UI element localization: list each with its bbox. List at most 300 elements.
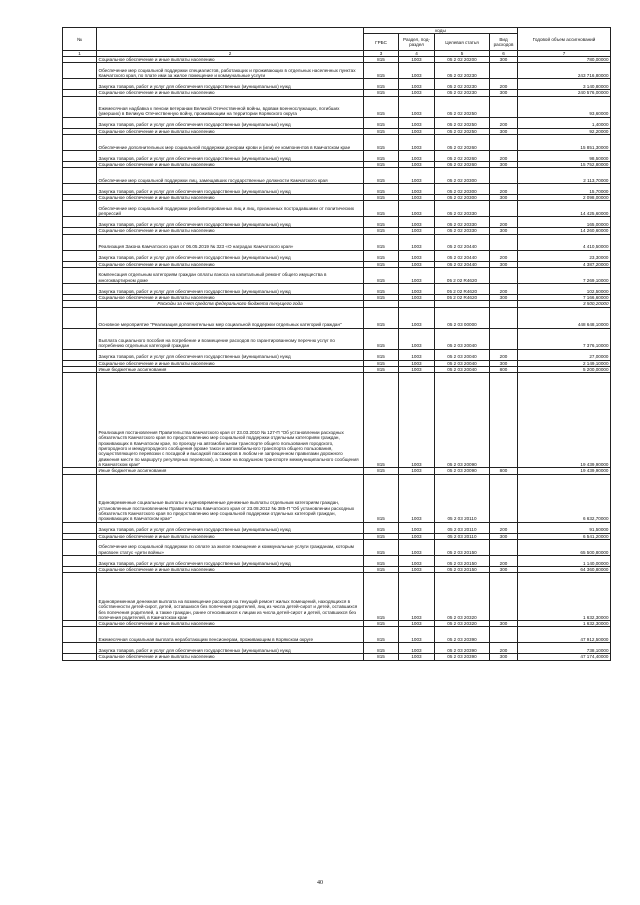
row-grbs: 815 (364, 621, 399, 627)
row-expense-type (490, 134, 518, 150)
row-name: Обеспечение мер социальной поддержки по оплате за жилое помещение и коммунальные услуги гражданам, которым присвоен статус «дети войны» (97, 539, 364, 555)
table-row (63, 184, 611, 195)
row-grbs: 815 (364, 366, 399, 372)
row-name: Социальное обеспечение и иные выплаты населению (97, 533, 364, 539)
row-num (63, 349, 97, 360)
row-target: 05 2 02 20250 (435, 128, 490, 134)
row-amount: 243 716,80000 (518, 63, 611, 79)
row-grbs: 815 (364, 128, 399, 134)
row-grbs: 815 (364, 654, 399, 660)
row-target: 05 2 02 20230 (435, 79, 490, 90)
row-expense-type: 300 (490, 261, 518, 267)
table-row (63, 63, 611, 79)
row-target: 05 2 03 00000 (435, 307, 490, 328)
header-name (97, 28, 364, 51)
row-name: Социальное обеспечение и иные выплаты населению (97, 128, 364, 134)
table-row (63, 539, 611, 555)
row-num (63, 63, 97, 79)
row-target: 05 2 02 20300 (435, 168, 490, 184)
header-index-2: 2 (97, 51, 364, 57)
row-num (63, 201, 97, 217)
row-expense-type: 200 (490, 217, 518, 228)
row-amount: 780,00000 (518, 57, 611, 63)
row-amount: 738,10000 (518, 643, 611, 654)
row-num (63, 573, 97, 621)
row-target: 05 2 02 20200 (435, 57, 490, 63)
row-target: 05 2 03 20320 (435, 573, 490, 621)
row-expense-type: 200 (490, 250, 518, 261)
row-grbs: 815 (364, 184, 399, 195)
row-name: Социальное обеспечение и иные выплаты населению (97, 161, 364, 167)
row-name: Закупка товаров, работ и услуг для обеспечения государственных (муниципальных) нужд (97, 555, 364, 566)
table-row (63, 79, 611, 90)
header-index-3: 3 (364, 51, 399, 57)
row-expense-type: 200 (490, 117, 518, 128)
row-razdel: 1003 (399, 474, 435, 522)
row-target: 05 2 02 20260 (435, 134, 490, 150)
row-razdel: 1003 (399, 184, 435, 195)
row-razdel: 1003 (399, 168, 435, 184)
row-razdel: 1003 (399, 373, 435, 468)
row-num (63, 307, 97, 328)
row-razdel: 1003 (399, 250, 435, 261)
row-name: Социальное обеспечение и иные выплаты населению (97, 566, 364, 572)
row-expense-type: 200 (490, 643, 518, 654)
row-grbs: 815 (364, 268, 399, 284)
row-target: 05 2 02 20260 (435, 150, 490, 161)
row-num (63, 96, 97, 117)
row-name: Социальное обеспечение и иные выплаты населению (97, 360, 364, 366)
row-razdel: 1003 (399, 566, 435, 572)
row-razdel: 1003 (399, 654, 435, 660)
row-razdel: 1003 (399, 79, 435, 90)
row-name: Ежемесячная надбавка к пенсии ветеранам Великой Отечественной войны, вдовам военнослужащих, погибших (умерших) в Великую Отечественную войну, проживающим на территории Корякского округа (97, 96, 364, 117)
table-row (63, 284, 611, 295)
table-row (63, 349, 611, 360)
row-grbs: 815 (364, 555, 399, 566)
row-num (63, 184, 97, 195)
row-target: 05 2 03 20150 (435, 555, 490, 566)
table-row (63, 474, 611, 522)
row-amount: 47 174,40000 (518, 654, 611, 660)
row-num (63, 234, 97, 250)
row-expense-type (490, 268, 518, 284)
row-razdel: 1003 (399, 621, 435, 627)
row-grbs: 815 (364, 373, 399, 468)
row-name: Расходы за счет средств федерального бюджета текущего года (97, 301, 364, 307)
row-target: 05 2 03 20040 (435, 328, 490, 349)
row-amount: 19 439,90000 (518, 468, 611, 474)
row-name: Иные бюджетные ассигнования (97, 468, 364, 474)
table-row (63, 234, 611, 250)
row-expense-type (490, 96, 518, 117)
row-target: 05 2 02 20330 (435, 228, 490, 234)
row-grbs: 815 (364, 228, 399, 234)
row-name: Закупка товаров, работ и услуг для обеспечения государственных (муниципальных) нужд (97, 643, 364, 654)
row-amount: 1 632,30000 (518, 573, 611, 621)
row-grbs: 815 (364, 150, 399, 161)
row-amount: 14 260,60000 (518, 228, 611, 234)
row-target: 05 2 02 20250 (435, 117, 490, 128)
row-num (63, 79, 97, 90)
row-amount: 5 200,00000 (518, 366, 611, 372)
row-name: Закупка товаров, работ и услуг для обеспечения государственных (муниципальных) нужд (97, 522, 364, 533)
row-amount: 1 632,30000 (518, 621, 611, 627)
row-target: 05 2 02 20230 (435, 63, 490, 79)
row-target: 05 2 02 20440 (435, 261, 490, 267)
row-name: Социальное обеспечение и иные выплаты населению (97, 261, 364, 267)
row-expense-type (490, 474, 518, 522)
header-num: № (63, 28, 97, 51)
row-expense-type: 200 (490, 79, 518, 90)
row-amount: 102,50000 (518, 284, 611, 295)
row-expense-type: 200 (490, 284, 518, 295)
page-number: 40 (317, 880, 323, 886)
row-name: Компенсация отдельным категориям граждан оплаты взноса на капитальный ремонт общего имущества в многоквартирном доме (97, 268, 364, 284)
row-razdel: 1003 (399, 150, 435, 161)
row-amount: 2 149,10000 (518, 360, 611, 366)
table-row (63, 96, 611, 117)
row-target: 05 2 02 R4620 (435, 268, 490, 284)
row-amount: 27,00000 (518, 349, 611, 360)
row-name: Основное мероприятие "Реализация дополнительных мер социальной поддержки отдельных категорий граждан" (97, 307, 364, 328)
row-target: 05 2 03 20150 (435, 566, 490, 572)
row-expense-type (490, 63, 518, 79)
row-target: 05 2 03 20040 (435, 349, 490, 360)
row-name: Закупка товаров, работ и услуг для обеспечения государственных (муниципальных) нужд (97, 184, 364, 195)
row-expense-type: 800 (490, 366, 518, 372)
row-amount: 98,50000 (518, 150, 611, 161)
row-grbs: 815 (364, 643, 399, 654)
row-amount: 91,50000 (518, 522, 611, 533)
table-row (63, 555, 611, 566)
row-name: Закупка товаров, работ и услуг для обеспечения государственных (муниципальных) нужд (97, 250, 364, 261)
row-razdel: 1003 (399, 90, 435, 96)
row-razdel: 1003 (399, 360, 435, 366)
row-num (63, 627, 97, 643)
row-expense-type (490, 328, 518, 349)
row-name: Выплата социального пособия на погребение и возмещение расходов по гарантированному перечню услуг по погребению отдельных категорий граждан (97, 328, 364, 349)
row-name: Обеспечение дополнительных мер социальной поддержки донорам крови и (или) ее компонентов в Камчатском крае (97, 134, 364, 150)
row-target: 05 2 03 20110 (435, 533, 490, 539)
row-amount: 92,20000 (518, 128, 611, 134)
row-name: Иные бюджетные ассигнования (97, 366, 364, 372)
row-razdel: 1003 (399, 284, 435, 295)
row-name: Реализация Закона Камчатского края от 06.05.2019 № 323 «О наградах Камчатского края» (97, 234, 364, 250)
row-grbs: 815 (364, 360, 399, 366)
row-name: Закупка товаров, работ и услуг для обеспечения государственных (муниципальных) нужд (97, 349, 364, 360)
row-num (63, 328, 97, 349)
row-name: Закупка товаров, работ и услуг для обеспечения государственных (муниципальных) нужд (97, 150, 364, 161)
row-grbs: 815 (364, 307, 399, 328)
row-razdel: 1003 (399, 228, 435, 234)
row-name: Закупка товаров, работ и услуг для обеспечения государственных (муниципальных) нужд (97, 117, 364, 128)
row-razdel: 1003 (399, 307, 435, 328)
row-expense-type: 300 (490, 57, 518, 63)
row-amount: 15 851,30000 (518, 134, 611, 150)
row-num (63, 474, 97, 522)
row-target: 05 2 03 20150 (435, 539, 490, 555)
row-razdel: 1003 (399, 217, 435, 228)
row-razdel: 1003 (399, 57, 435, 63)
row-expense-type: 300 (490, 295, 518, 301)
row-target: 05 2 03 20320 (435, 621, 490, 627)
row-grbs: 815 (364, 234, 399, 250)
row-razdel: 1003 (399, 573, 435, 621)
row-name: Социальное обеспечение и иные выплаты населению (97, 57, 364, 63)
row-grbs: 815 (364, 328, 399, 349)
row-grbs: 815 (364, 250, 399, 261)
row-razdel: 1003 (399, 234, 435, 250)
header-index-5: 5 (435, 51, 490, 57)
row-razdel: 1003 (399, 522, 435, 533)
row-grbs: 815 (364, 539, 399, 555)
row-name: Социальное обеспечение и иные выплаты населению (97, 295, 364, 301)
row-num (63, 284, 97, 295)
row-name: Обеспечение мер социальной поддержки специалистов, работающих и проживающих в отдельных населенных пунктах Камчатского края, по плате ими за жилое помещение и коммунальные услуги (97, 63, 364, 79)
row-amount: 4 410,50000 (518, 234, 611, 250)
row-expense-type (490, 573, 518, 621)
table-row (63, 134, 611, 150)
row-name: Социальное обеспечение и иные выплаты населению (97, 195, 364, 201)
table-row (63, 268, 611, 284)
row-expense-type (490, 539, 518, 555)
row-amount: 23,30000 (518, 250, 611, 261)
row-expense-type: 300 (490, 161, 518, 167)
row-target: 05 2 02 20330 (435, 217, 490, 228)
header-index-4: 4 (399, 51, 435, 57)
header-razdel: Раздел, под-раздел (399, 34, 435, 51)
row-razdel: 1003 (399, 268, 435, 284)
row-amount: 240 576,00000 (518, 90, 611, 96)
row-amount: 2 113,70000 (518, 168, 611, 184)
row-amount: 64 360,80000 (518, 566, 611, 572)
row-expense-type: 200 (490, 522, 518, 533)
row-razdel: 1003 (399, 134, 435, 150)
row-amount: 14 425,60000 (518, 201, 611, 217)
header-index-7: 7 (518, 51, 611, 57)
row-num (63, 555, 97, 566)
header-index-6: 6 (490, 51, 518, 57)
row-amount: 7 269,10000 (518, 268, 611, 284)
row-expense-type: 300 (490, 654, 518, 660)
row-grbs: 815 (364, 261, 399, 267)
row-amount: 4 387,20000 (518, 261, 611, 267)
row-grbs: 815 (364, 349, 399, 360)
row-target: 05 2 02 20440 (435, 234, 490, 250)
row-razdel: 1003 (399, 195, 435, 201)
row-razdel: 1003 (399, 261, 435, 267)
row-name: Закупка товаров, работ и услуг для обеспечения государственных (муниципальных) нужд (97, 79, 364, 90)
row-grbs: 815 (364, 57, 399, 63)
row-expense-type (490, 627, 518, 643)
header-codes: коды (364, 28, 518, 34)
row-razdel: 1003 (399, 63, 435, 79)
row-num (63, 539, 97, 555)
table-body (63, 57, 611, 661)
row-grbs: 815 (364, 63, 399, 79)
row-razdel: 1003 (399, 349, 435, 360)
row-grbs: 815 (364, 627, 399, 643)
row-num (63, 150, 97, 161)
row-num (63, 168, 97, 184)
row-num (63, 268, 97, 284)
table-row (63, 627, 611, 643)
row-num (63, 373, 97, 468)
row-grbs: 815 (364, 134, 399, 150)
row-amount: 6 632,70000 (518, 474, 611, 522)
table-row (63, 168, 611, 184)
row-name: Социальное обеспечение и иные выплаты населению (97, 228, 364, 234)
row-grbs: 815 (364, 284, 399, 295)
row-razdel: 1003 (399, 468, 435, 474)
table-row (63, 328, 611, 349)
row-grbs: 815 (364, 168, 399, 184)
row-name: Реализация постановления Правительства Камчатского края от 23.03.2010 № 127-П "Об установлении расходных обязательств Камчатского края по предоставлению мер социальной поддержки отдельным категориям граждан, проживающих в Камчатском крае, по проезду на автомобильном транспорте общего пользования городского, пригородного и междугородного сообщения (кроме такси и автомобильного транспорта общего пользования, осуществляющего перевозки с посадкой и высадкой пассажиров в любом не запрещенном правилами дорожного движения месте по маршруту регулярных перевозок), а также на воздушном транспорте межмуниципального сообщения в Камчатском крае" (97, 373, 364, 468)
row-expense-type: 200 (490, 150, 518, 161)
row-expense-type: 300 (490, 128, 518, 134)
row-name: Закупка товаров, работ и услуг для обеспечения государственных (муниципальных) нужд (97, 284, 364, 295)
row-razdel: 1003 (399, 366, 435, 372)
row-grbs: 815 (364, 533, 399, 539)
table-row (63, 307, 611, 328)
row-name: Социальное обеспечение и иные выплаты населению (97, 90, 364, 96)
row-amount: 1,40000 (518, 117, 611, 128)
row-expense-type (490, 168, 518, 184)
row-grbs: 815 (364, 195, 399, 201)
table-row (63, 150, 611, 161)
row-target: 05 2 02 20230 (435, 90, 490, 96)
row-target: 05 2 02 R4620 (435, 295, 490, 301)
row-num (63, 522, 97, 533)
row-grbs: 815 (364, 217, 399, 228)
row-target: 05 2 02 20440 (435, 250, 490, 261)
row-amount: 93,60000 (518, 96, 611, 117)
row-razdel: 1003 (399, 295, 435, 301)
row-num (63, 134, 97, 150)
row-expense-type: 800 (490, 468, 518, 474)
row-name: Ежемесячная социальная выплата неработающим пенсионерам, проживающим в Корякском округе (97, 627, 364, 643)
row-expense-type: 300 (490, 566, 518, 572)
row-target: 05 2 02 20300 (435, 184, 490, 195)
row-amount: 6 541,20000 (518, 533, 611, 539)
row-expense-type: 200 (490, 555, 518, 566)
row-razdel: 1003 (399, 539, 435, 555)
row-razdel: 1003 (399, 328, 435, 349)
row-expense-type: 300 (490, 621, 518, 627)
row-grbs: 815 (364, 468, 399, 474)
row-razdel: 1003 (399, 128, 435, 134)
budget-table (62, 27, 611, 661)
table-row (63, 201, 611, 217)
row-grbs: 815 (364, 522, 399, 533)
row-target: 05 2 03 20390 (435, 643, 490, 654)
row-name: Закупка товаров, работ и услуг для обеспечения государственных (муниципальных) нужд (97, 217, 364, 228)
row-amount: 65 500,80000 (518, 539, 611, 555)
row-grbs: 815 (364, 161, 399, 167)
row-grbs: 815 (364, 201, 399, 217)
row-expense-type (490, 307, 518, 328)
row-razdel: 1003 (399, 627, 435, 643)
row-razdel: 1003 (399, 117, 435, 128)
row-target: 05 2 03 20040 (435, 360, 490, 366)
row-name: Единовременные социальные выплаты и единовременные денежные выплаты отдельным категориям граждан, установленные постановлением Правительства Камчатского края от 23.08.2012 № 385-П "Об установлении расходных обязательств Камчатского края по предоставлению мер социальной поддержки отдельных категорий граждан, проживающих в Камчатском крае" (97, 474, 364, 522)
row-grbs: 815 (364, 566, 399, 572)
row-expense-type: 300 (490, 360, 518, 366)
row-grbs: 815 (364, 573, 399, 621)
row-target: 05 2 02 20330 (435, 201, 490, 217)
row-razdel: 1003 (399, 533, 435, 539)
row-grbs: 815 (364, 79, 399, 90)
row-grbs: 815 (364, 474, 399, 522)
row-expense-type (490, 373, 518, 468)
row-target: 05 2 02 20250 (435, 96, 490, 117)
row-razdel: 1003 (399, 96, 435, 117)
table-row (63, 217, 611, 228)
row-amount: 3 500,20000 (518, 301, 611, 307)
row-amount: 448 648,10000 (518, 307, 611, 328)
row-razdel: 1003 (399, 643, 435, 654)
row-target: 05 2 03 20040 (435, 366, 490, 372)
row-target: 05 2 02 20260 (435, 161, 490, 167)
row-grbs: 815 (364, 295, 399, 301)
table-row (63, 522, 611, 533)
row-num (63, 250, 97, 261)
table-row (63, 654, 611, 660)
header-grbs: ГРБС (364, 34, 399, 51)
row-grbs: 815 (364, 117, 399, 128)
header-volume: Годовой объем ассигнований (518, 28, 611, 51)
table-row (63, 643, 611, 654)
row-amount: 15,70000 (518, 184, 611, 195)
row-name: Обеспечение мер социальной поддержки лиц, замещавших государственные должности Камчатского края (97, 168, 364, 184)
row-expense-type: 200 (490, 184, 518, 195)
table-row (63, 250, 611, 261)
row-razdel: 1003 (399, 555, 435, 566)
table-row (63, 573, 611, 621)
row-num (63, 643, 97, 654)
header-index-1: 1 (63, 51, 97, 57)
table-row (63, 117, 611, 128)
row-expense-type (490, 201, 518, 217)
row-expense-type (490, 234, 518, 250)
row-target: 05 2 02 R4620 (435, 284, 490, 295)
row-amount: 15 752,80000 (518, 161, 611, 167)
row-grbs: 815 (364, 96, 399, 117)
row-target: 05 2 03 20110 (435, 522, 490, 533)
row-grbs: 815 (364, 90, 399, 96)
header-celevaya: Целевая статья (435, 34, 490, 51)
table-header (63, 28, 611, 57)
row-name: Социальное обеспечение и иные выплаты населению (97, 654, 364, 660)
row-expense-type: 300 (490, 533, 518, 539)
row-name: Единовременная денежная выплата на возмещение расходов на текущий ремонт жилых помещений, находящихся в собственности детей-сирот, детей, оставшихся без попечения родителей, лиц из числа детей-сирот и детей, оставшихся без попечения родителей, а также граждан, ранее относившихся к лицам из числа детей-сирот и детей, оставшихся без попечения родителей, в Камчатском крае (97, 573, 364, 621)
row-num (63, 654, 97, 660)
row-razdel: 1003 (399, 161, 435, 167)
row-name: Обеспечение мер социальной поддержки реабилитированных лиц и лиц, признанных пострадавшими от политических репрессий (97, 201, 364, 217)
row-expense-type: 300 (490, 228, 518, 234)
row-expense-type: 300 (490, 90, 518, 96)
row-amount: 2 098,00000 (518, 195, 611, 201)
row-target: 05 2 03 20090 (435, 468, 490, 474)
row-name: Социальное обеспечение и иные выплаты населению (97, 621, 364, 627)
row-amount: 7 166,60000 (518, 295, 611, 301)
row-amount: 3 140,80000 (518, 79, 611, 90)
row-target: 05 2 03 20390 (435, 627, 490, 643)
row-amount: 7 376,10000 (518, 328, 611, 349)
row-amount: 47 912,50000 (518, 627, 611, 643)
row-num (63, 117, 97, 128)
